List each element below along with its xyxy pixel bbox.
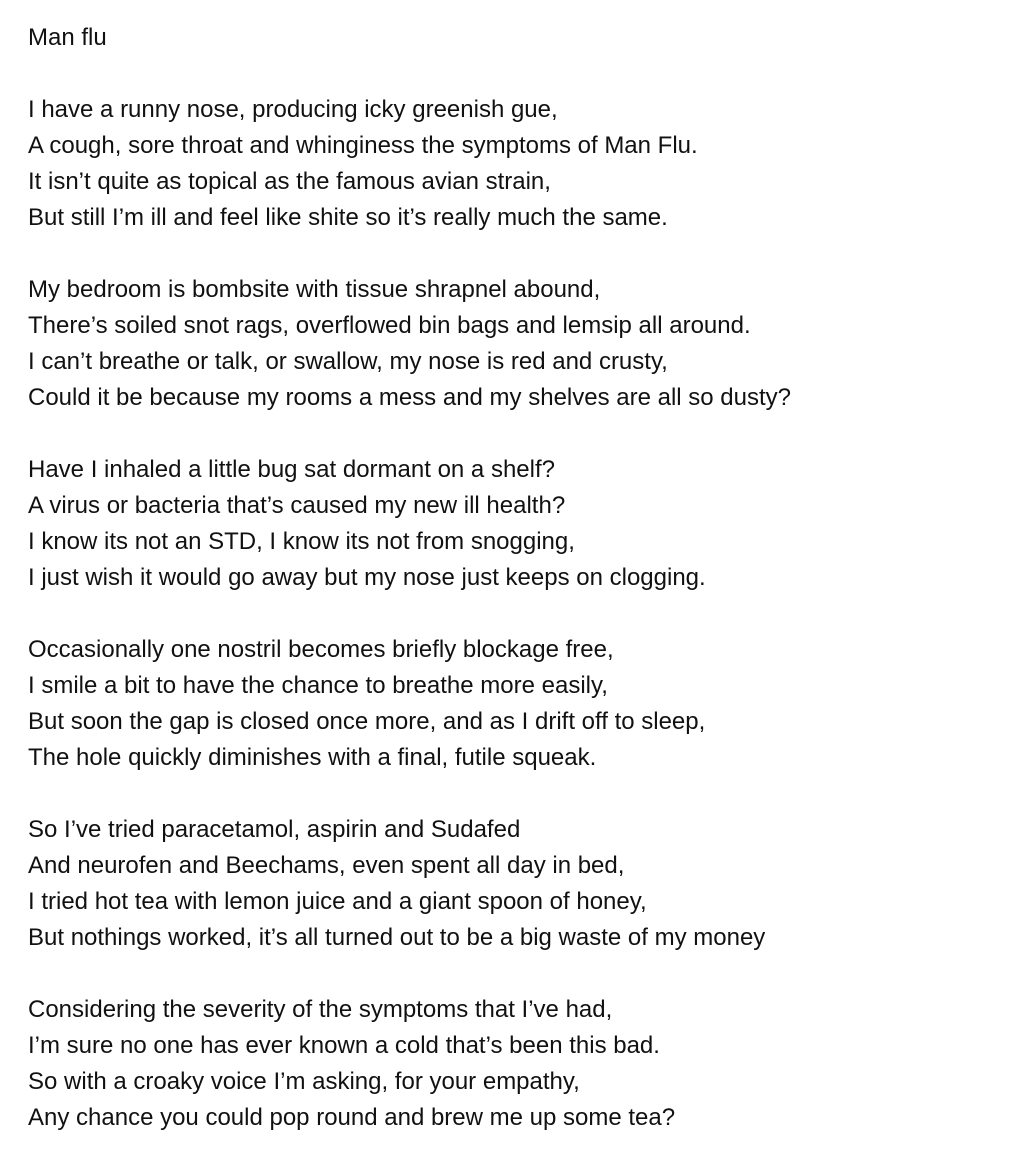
poem-line: But nothings worked, it’s all turned out to be a big waste of my money bbox=[28, 924, 766, 951]
poem-line: Have I inhaled a little bug sat dormant on a shelf? bbox=[28, 456, 555, 483]
poem-line: So with a croaky voice I’m asking, for your empathy, bbox=[28, 1068, 580, 1095]
stanza-3 bbox=[28, 452, 1008, 596]
poem-line: But still I’m ill and feel like shite so it’s really much the same. bbox=[28, 204, 668, 231]
poem-line: A virus or bacteria that’s caused my new ill health? bbox=[28, 492, 566, 519]
poem-line: So I’ve tried paracetamol, aspirin and Sudafed bbox=[28, 816, 521, 843]
poem-line: I have a runny nose, producing icky greenish gue, bbox=[28, 96, 558, 123]
stanza-6 bbox=[28, 992, 1008, 1136]
poem-line: Could it be because my rooms a mess and my shelves are all so dusty? bbox=[28, 384, 792, 411]
poem-line: There’s soiled snot rags, overflowed bin bags and lemsip all around. bbox=[28, 312, 751, 339]
poem-line: And neurofen and Beechams, even spent all day in bed, bbox=[28, 852, 625, 879]
poem-line: I know its not an STD, I know its not from snogging, bbox=[28, 528, 575, 555]
poem-line: I can’t breathe or talk, or swallow, my nose is red and crusty, bbox=[28, 348, 668, 375]
poem-line: The hole quickly diminishes with a final, futile squeak. bbox=[28, 744, 597, 771]
poem-line: It isn’t quite as topical as the famous avian strain, bbox=[28, 168, 551, 195]
poem-line: I smile a bit to have the chance to breathe more easily, bbox=[28, 672, 608, 699]
poem-line: I tried hot tea with lemon juice and a giant spoon of honey, bbox=[28, 888, 647, 915]
stanza-2 bbox=[28, 272, 1008, 416]
poem-line: A cough, sore throat and whinginess the symptoms of Man Flu. bbox=[28, 132, 698, 159]
stanza-1 bbox=[28, 92, 1008, 236]
poem-line: Any chance you could pop round and brew me up some tea? bbox=[28, 1104, 676, 1131]
poem-title: Man flu bbox=[28, 24, 107, 51]
stanza-5 bbox=[28, 812, 1008, 956]
poem-line: But soon the gap is closed once more, and as I drift off to sleep, bbox=[28, 708, 706, 735]
poem-line: I’m sure no one has ever known a cold that’s been this bad. bbox=[28, 1032, 660, 1059]
poem-line: Considering the severity of the symptoms that I’ve had, bbox=[28, 996, 613, 1023]
poem-line: I just wish it would go away but my nose just keeps on clogging. bbox=[28, 564, 706, 591]
poem-line: My bedroom is bombsite with tissue shrapnel abound, bbox=[28, 276, 601, 303]
poem-document bbox=[28, 20, 1008, 1136]
poem-line: Occasionally one nostril becomes briefly blockage free, bbox=[28, 636, 614, 663]
stanza-4 bbox=[28, 632, 1008, 776]
